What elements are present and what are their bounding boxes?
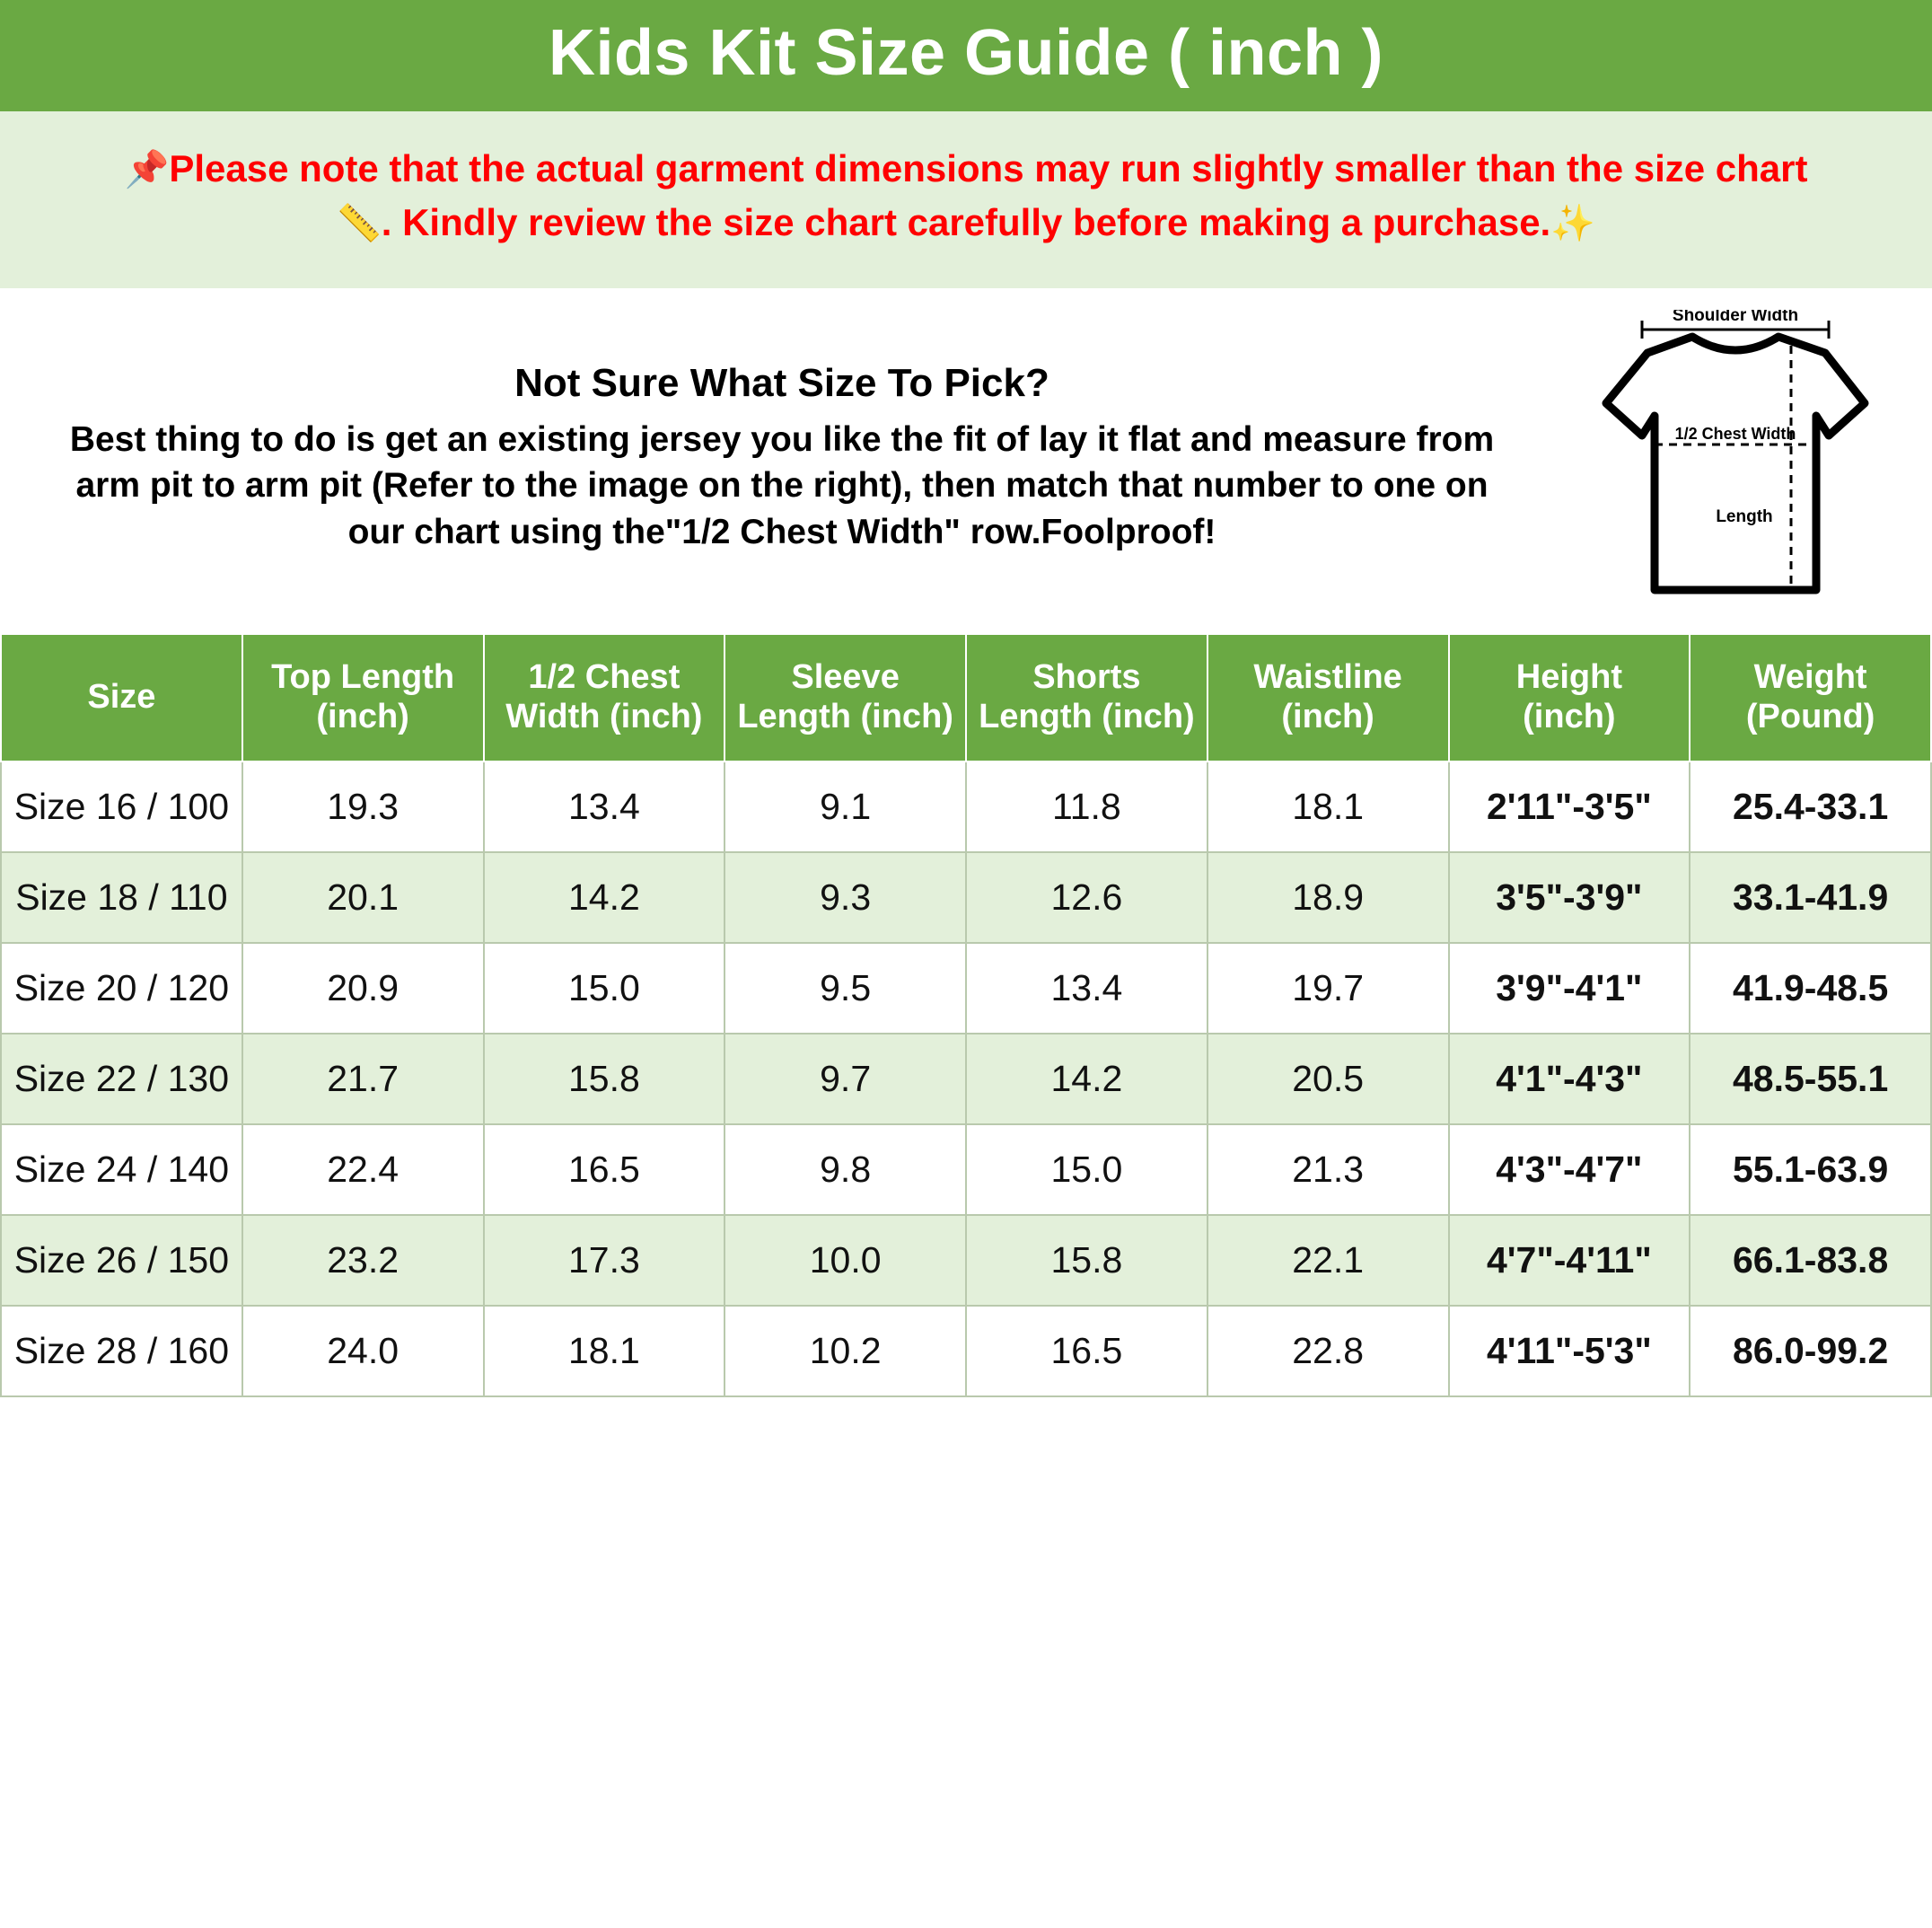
note-text-2: . Kindly review the size chart carefully before making a purchase. — [381, 201, 1551, 244]
cell-weight: 55.1-63.9 — [1690, 1124, 1931, 1215]
cell-weight: 48.5-55.1 — [1690, 1034, 1931, 1124]
info-text-block — [27, 361, 1519, 557]
cell-sleeve-length: 9.5 — [724, 943, 966, 1034]
cell-sleeve-length: 9.3 — [724, 852, 966, 943]
cell-shorts-length: 13.4 — [966, 943, 1208, 1034]
cell-top-length: 21.7 — [242, 1034, 484, 1124]
cell-waistline: 22.1 — [1208, 1215, 1449, 1306]
cell-weight: 41.9-48.5 — [1690, 943, 1931, 1034]
cell-half-chest-width: 18.1 — [484, 1306, 725, 1396]
cell-size: Size 16 / 100 — [1, 762, 242, 852]
cell-half-chest-width: 16.5 — [484, 1124, 725, 1215]
cell-sleeve-length: 9.8 — [724, 1124, 966, 1215]
cell-top-length: 20.1 — [242, 852, 484, 943]
cell-sleeve-length: 10.2 — [724, 1306, 966, 1396]
cell-shorts-length: 15.0 — [966, 1124, 1208, 1215]
tshirt-measurement-diagram — [1532, 310, 1892, 606]
ruler-icon: 📏 — [336, 204, 382, 244]
info-section — [0, 288, 1932, 633]
note-line-2 — [36, 196, 1896, 251]
cell-waistline: 20.5 — [1208, 1034, 1449, 1124]
cell-weight: 66.1-83.8 — [1690, 1215, 1931, 1306]
cell-size: Size 24 / 140 — [1, 1124, 242, 1215]
size-chart-table — [0, 633, 1932, 1396]
col-header-weight: Weight (Pound) — [1690, 634, 1931, 761]
cell-sleeve-length: 10.0 — [724, 1215, 966, 1306]
cell-waistline: 21.3 — [1208, 1124, 1449, 1215]
page-title: Kids Kit Size Guide ( inch ) — [0, 0, 1932, 111]
cell-top-length: 23.2 — [242, 1215, 484, 1306]
sparkles-icon: ✨ — [1550, 204, 1596, 244]
table-header-row — [1, 634, 1931, 761]
cell-height: 4'11"-5'3" — [1449, 1306, 1690, 1396]
svg-text:1/2 Chest Width: 1/2 Chest Width — [1674, 425, 1796, 444]
col-header-waistline: Waistline (inch) — [1208, 634, 1449, 761]
cell-sleeve-length: 9.7 — [724, 1034, 966, 1124]
cell-shorts-length: 11.8 — [966, 762, 1208, 852]
cell-half-chest-width: 17.3 — [484, 1215, 725, 1306]
cell-top-length: 20.9 — [242, 943, 484, 1034]
cell-size: Size 28 / 160 — [1, 1306, 242, 1396]
cell-height: 4'1"-4'3" — [1449, 1034, 1690, 1124]
cell-shorts-length: 16.5 — [966, 1306, 1208, 1396]
info-body: Best thing to do is get an existing jersey you like the fit of lay it flat and measure from arm pit to arm pit (Refer to the image on the right), then match that number to one on our chart using the"1/2 Chest Width" row.Foolproof! — [69, 419, 1495, 552]
cell-waistline: 22.8 — [1208, 1306, 1449, 1396]
cell-height: 3'5"-3'9" — [1449, 852, 1690, 943]
cell-half-chest-width: 15.0 — [484, 943, 725, 1034]
cell-waistline: 18.1 — [1208, 762, 1449, 852]
col-header-half-chest-width: 1/2 Chest Width (inch) — [484, 634, 725, 761]
col-header-shorts-length: Shorts Length (inch) — [966, 634, 1208, 761]
col-header-sleeve-length: Sleeve Length (inch) — [724, 634, 966, 761]
note-banner — [0, 111, 1932, 289]
cell-top-length: 19.3 — [242, 762, 484, 852]
table-row — [1, 1124, 1931, 1215]
table-row — [1, 1034, 1931, 1124]
diagram-wrap — [1519, 310, 1905, 606]
cell-weight: 25.4-33.1 — [1690, 762, 1931, 852]
cell-weight: 86.0-99.2 — [1690, 1306, 1931, 1396]
cell-weight: 33.1-41.9 — [1690, 852, 1931, 943]
cell-size: Size 18 / 110 — [1, 852, 242, 943]
table-row — [1, 1215, 1931, 1306]
table-row — [1, 762, 1931, 852]
cell-top-length: 24.0 — [242, 1306, 484, 1396]
pushpin-icon: 📌 — [124, 149, 170, 189]
cell-shorts-length: 14.2 — [966, 1034, 1208, 1124]
note-line-1 — [36, 142, 1896, 197]
cell-height: 4'7"-4'11" — [1449, 1215, 1690, 1306]
col-header-top-length: Top Length (inch) — [242, 634, 484, 761]
cell-half-chest-width: 13.4 — [484, 762, 725, 852]
col-header-height: Height (inch) — [1449, 634, 1690, 761]
cell-waistline: 19.7 — [1208, 943, 1449, 1034]
svg-text:Length: Length — [1716, 507, 1773, 527]
cell-height: 2'11"-3'5" — [1449, 762, 1690, 852]
info-title: Not Sure What Size To Pick? — [514, 360, 1049, 405]
cell-height: 3'9"-4'1" — [1449, 943, 1690, 1034]
cell-sleeve-length: 9.1 — [724, 762, 966, 852]
cell-size: Size 22 / 130 — [1, 1034, 242, 1124]
table-header — [1, 634, 1931, 761]
cell-size: Size 20 / 120 — [1, 943, 242, 1034]
cell-half-chest-width: 14.2 — [484, 852, 725, 943]
svg-text:Shoulder Width: Shoulder Width — [1672, 310, 1799, 326]
table-row — [1, 1306, 1931, 1396]
cell-waistline: 18.9 — [1208, 852, 1449, 943]
col-header-size: Size — [1, 634, 242, 761]
cell-height: 4'3"-4'7" — [1449, 1124, 1690, 1215]
cell-shorts-length: 15.8 — [966, 1215, 1208, 1306]
table-row — [1, 943, 1931, 1034]
note-text-1: Please note that the actual garment dimensions may run slightly smaller than the size chart — [169, 146, 1808, 189]
cell-shorts-length: 12.6 — [966, 852, 1208, 943]
cell-size: Size 26 / 150 — [1, 1215, 242, 1306]
cell-half-chest-width: 15.8 — [484, 1034, 725, 1124]
cell-top-length: 22.4 — [242, 1124, 484, 1215]
table-body — [1, 762, 1931, 1396]
table-row — [1, 852, 1931, 943]
